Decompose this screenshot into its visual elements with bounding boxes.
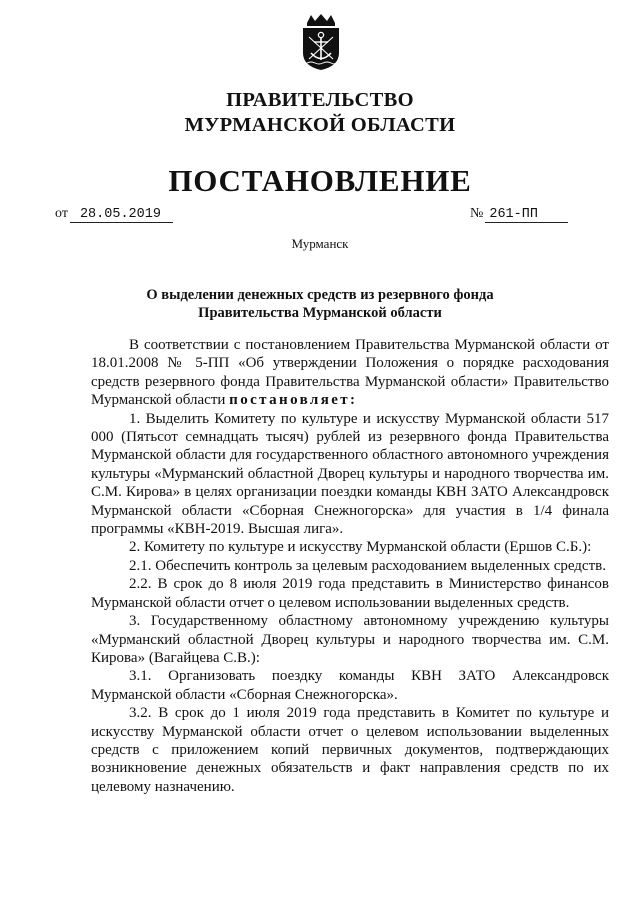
clause-1: 1. Выделить Комитету по культуре и искусству Мурманской области 517 000 (Пятьсот семнадцать тысяч) рублей из резервного фонда Правительства Мурманской области для государственного областного автономного учреждения культуры «Мурманский областной Дворец культуры и народного творчества им. С.М. Кирова» в целях организации поездки команды КВН ЗАТО Александровск Мурманской области «Сборная Снежногорска» для участия в 1/4 финала программы «КВН-2019. Высшая лига». bbox=[91, 410, 609, 538]
preamble-text: В соответствии с постановлением Правительства Мурманской области от 18.01.2008 № 5-ПП «Об утверждении Положения о порядке расходования средств резервного фонда Правительства Мурманской области» Правительство Мурманской области bbox=[91, 337, 609, 409]
coat-of-arms-emblem-icon bbox=[298, 13, 344, 71]
clause-2-1: 2.1. Обеспечить контроль за целевым расходованием выделенных средств. bbox=[129, 557, 606, 574]
date-value: 28.05.2019 bbox=[70, 207, 173, 223]
clause-3: 3. Государственному областному автономному учреждению культуры «Мурманский областной Дворец культуры и народного творчества им. С.М. Кирова» (Вагайцева С.В.): bbox=[91, 613, 609, 666]
clause-3-2: 3.2. В срок до 1 июля 2019 года представить в Комитет по культуре и искусству Мурманской области отчет о целевом использовании выделенных средств с приложением копий первичных документов, подтверждающих возникновение денежных обязательств и факт направления средств по их целевому назначению. bbox=[91, 705, 609, 795]
date-prefix: от bbox=[55, 206, 68, 221]
number-field bbox=[470, 206, 568, 223]
document-body bbox=[91, 336, 609, 796]
org-name-line2: МУРМАНСКОЙ ОБЛАСТИ bbox=[184, 114, 456, 136]
number-value: 261-ПП bbox=[485, 207, 568, 223]
org-name-line1: ПРАВИТЕЛЬСТВО bbox=[226, 89, 414, 111]
document-type-title: ПОСТАНОВЛЕНИЕ bbox=[168, 163, 472, 198]
number-prefix: № bbox=[470, 206, 484, 221]
clause-3-1: 3.1. Организовать поездку команды КВН ЗАТО Александровск Мурманской области «Сборная Снежногорска». bbox=[91, 668, 609, 703]
subject-line1: О выделении денежных средств из резервного фонда bbox=[146, 287, 494, 303]
clause-2: 2. Комитету по культуре и искусству Мурманской области (Ершов С.Б.): bbox=[129, 539, 592, 556]
document-subject bbox=[90, 286, 550, 322]
clause-2-2: 2.2. В срок до 8 июля 2019 года представить в Министерство финансов Мурманской области отчет о целевом использовании выделенных средств. bbox=[91, 576, 609, 611]
decree-word: постановляет: bbox=[229, 392, 358, 409]
subject-line2: Правительства Мурманской области bbox=[198, 305, 442, 321]
city-name: Мурманск bbox=[291, 236, 349, 251]
preamble-paragraph bbox=[91, 336, 609, 410]
date-field bbox=[55, 206, 173, 223]
